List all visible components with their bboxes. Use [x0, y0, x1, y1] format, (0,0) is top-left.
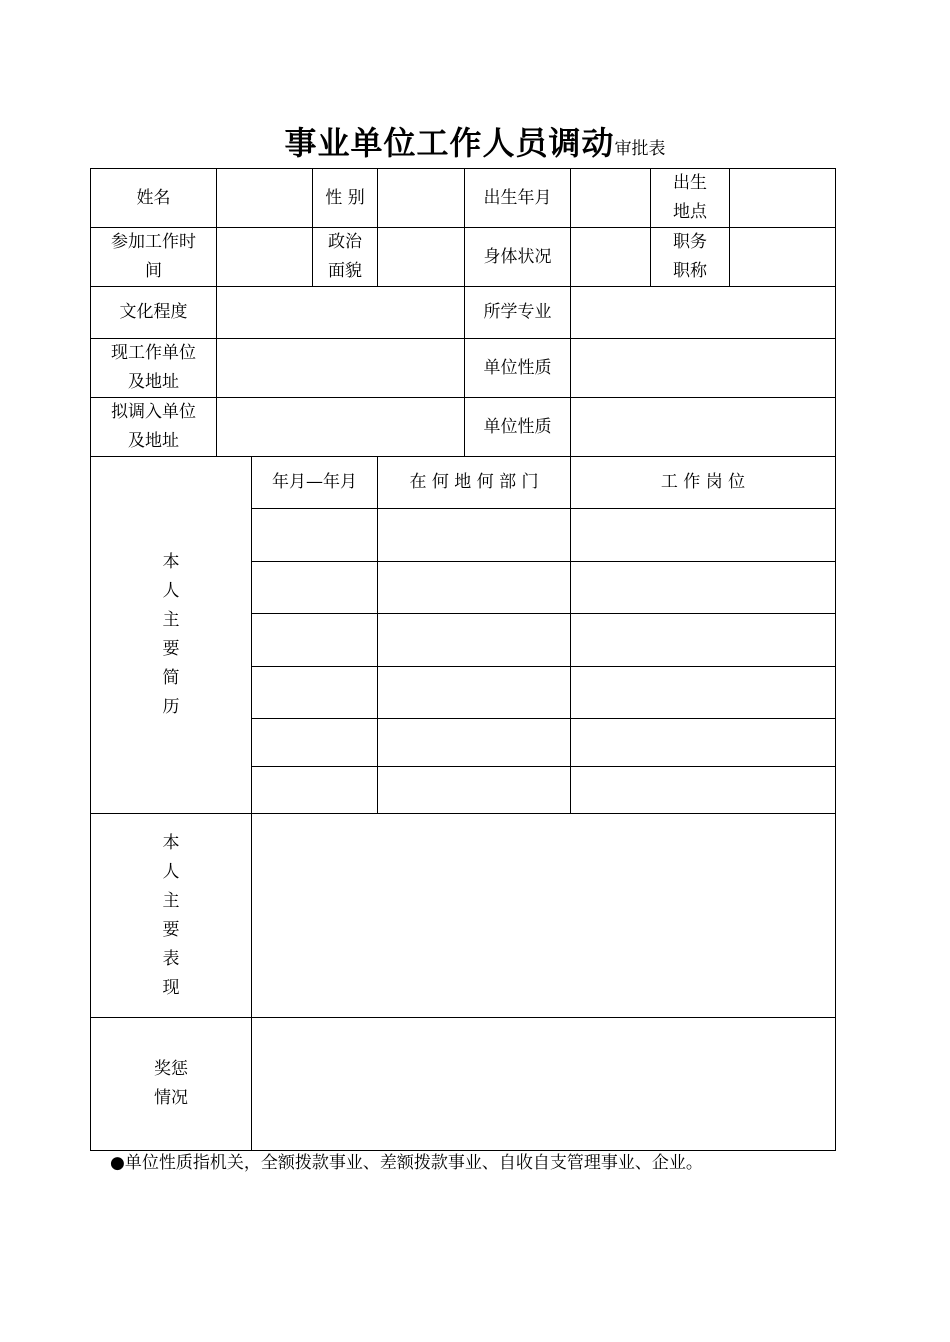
label-performance-char: 本: [162, 832, 180, 853]
field-current-unit[interactable]: [217, 339, 465, 398]
row-performance: [91, 814, 836, 1018]
label-current-unit: [91, 339, 217, 398]
row-target-unit: [91, 398, 836, 457]
label-resume-char: 人: [162, 581, 180, 601]
label-performance: [91, 814, 252, 1018]
resume-place-cell[interactable]: [378, 614, 571, 667]
resume-post-cell[interactable]: [571, 667, 836, 719]
resume-place-cell[interactable]: [378, 509, 571, 562]
field-birthplace[interactable]: [730, 169, 836, 228]
resume-header-row: [91, 457, 836, 509]
label-education: 文化程度: [91, 287, 217, 339]
label-performance-char: 要: [162, 919, 180, 940]
label-birthplace-line1: 出生: [673, 173, 707, 193]
resume-post-cell[interactable]: [571, 562, 836, 614]
label-work-start-line2: 间: [145, 261, 162, 281]
label-work-start: [91, 228, 217, 287]
label-resume-char: 主: [162, 610, 180, 630]
label-rewards-line2: 情况: [154, 1088, 188, 1108]
resume-place-cell[interactable]: [378, 767, 571, 814]
label-performance-char: 人: [162, 861, 180, 882]
resume-header-period: 年月—年月: [252, 457, 378, 509]
field-target-unit[interactable]: [217, 398, 465, 457]
label-rewards: [91, 1018, 252, 1151]
field-name[interactable]: [217, 169, 313, 228]
row-rewards: [91, 1018, 836, 1151]
field-rewards[interactable]: [252, 1018, 836, 1151]
label-political-line1: 政治: [328, 232, 362, 252]
resume-period-cell[interactable]: [252, 562, 378, 614]
resume-post-cell[interactable]: [571, 767, 836, 814]
field-birth-date[interactable]: [571, 169, 651, 228]
row-current-unit: [91, 339, 836, 398]
footnote: ●单位性质指机关，全额拨款事业、差额拨款事业、自收自支管理事业、企业。: [110, 1153, 703, 1173]
label-current-unit-line1: 现工作单位: [111, 343, 196, 363]
label-major: 所学专业: [465, 287, 571, 339]
resume-period-cell[interactable]: [252, 614, 378, 667]
resume-place-cell[interactable]: [378, 719, 571, 767]
field-performance[interactable]: [252, 814, 836, 1018]
label-performance-char: 表: [162, 948, 180, 969]
field-health[interactable]: [571, 228, 651, 287]
label-title: [651, 228, 730, 287]
resume-place-cell[interactable]: [378, 562, 571, 614]
row-basic-1: [91, 169, 836, 228]
field-political[interactable]: [378, 228, 465, 287]
label-work-start-line1: 参加工作时: [111, 232, 196, 252]
label-rewards-line1: 奖惩: [154, 1059, 188, 1079]
field-title[interactable]: [730, 228, 836, 287]
label-title-line2: 职称: [673, 261, 707, 281]
resume-post-cell[interactable]: [571, 719, 836, 767]
label-name: 姓名: [91, 169, 217, 228]
label-unit-nature-2: 单位性质: [465, 398, 571, 457]
label-resume-char: 简: [162, 668, 180, 688]
resume-post-cell[interactable]: [571, 614, 836, 667]
resume-place-cell[interactable]: [378, 667, 571, 719]
row-basic-2: [91, 228, 836, 287]
label-birthplace-line2: 地点: [673, 202, 707, 222]
label-birthplace: [651, 169, 730, 228]
field-unit-nature-2[interactable]: [571, 398, 836, 457]
label-birth-date: 出生年月: [465, 169, 571, 228]
label-target-unit-line1: 拟调入单位: [111, 402, 196, 422]
label-target-unit-line2: 及地址: [128, 431, 179, 451]
label-gender: 性 别: [313, 169, 378, 228]
label-political: [313, 228, 378, 287]
label-target-unit: [91, 398, 217, 457]
resume-header-place: 在 何 地 何 部 门: [378, 457, 571, 509]
field-major[interactable]: [571, 287, 836, 339]
field-unit-nature[interactable]: [571, 339, 836, 398]
row-education: [91, 287, 836, 339]
title-main: 事业单位工作人员调动: [284, 124, 615, 162]
field-education[interactable]: [217, 287, 465, 339]
field-work-start[interactable]: [217, 228, 313, 287]
label-title-line1: 职务: [673, 232, 707, 252]
resume-post-cell[interactable]: [571, 509, 836, 562]
label-unit-nature: 单位性质: [465, 339, 571, 398]
resume-period-cell[interactable]: [252, 719, 378, 767]
field-gender[interactable]: [378, 169, 465, 228]
page-title: [0, 118, 950, 164]
label-current-unit-line2: 及地址: [128, 372, 179, 392]
label-resume-char: 本: [162, 552, 180, 572]
resume-period-cell[interactable]: [252, 667, 378, 719]
label-resume-char: 历: [162, 697, 180, 717]
approval-form-table: [90, 168, 836, 1151]
label-resume: [91, 457, 252, 814]
title-suffix: 审批表: [614, 139, 666, 159]
resume-period-cell[interactable]: [252, 767, 378, 814]
resume-period-cell[interactable]: [252, 509, 378, 562]
label-resume-char: 要: [162, 639, 180, 659]
label-performance-char: 主: [162, 890, 180, 911]
label-health: 身体状况: [465, 228, 571, 287]
label-performance-char: 现: [162, 977, 180, 998]
resume-header-post: 工 作 岗 位: [571, 457, 836, 509]
label-political-line2: 面貌: [328, 261, 362, 281]
